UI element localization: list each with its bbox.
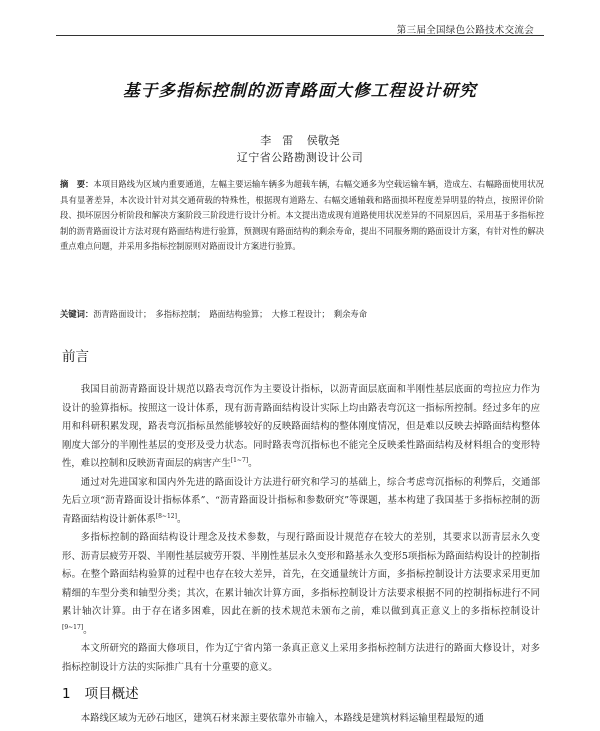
paragraph-tail: 。 [83,624,93,636]
abstract-text: 本项目路线为区域内重要通道，左幅主要运输车辆多为超载车辆，右幅交通多为空载运输车辆，造成左、右幅路面使用状况具有显著差异，本次设计针对其交通荷载的特殊性，根据现有道路左、右幅交通轴载和路面损坏程度差异明显的特点，按照评价阶段、损坏原因分析阶段和解决方案阶段三阶段进行设计分析。本文提出造成现有道路使用状况差异的不同原因后，采用基于多指标控制的沥青路面设计方法对现有路面结构进行验算，预测现有路面结构的剩余寿命，提出不同服务期的路面设计方案，有针对性的解决重点难点问题，并采用多指标控制原则对路面设计方案进行验算。 [60,179,544,251]
citation: [1~7] [230,456,249,464]
author-list [0,132,600,148]
paper-title: 基于多指标控制的沥青路面大修工程设计研究 [123,81,477,100]
section-heading-preface: 前言 [62,349,89,365]
author-name: 侯敬尧 [306,134,340,147]
section-body-project-overview [62,710,540,729]
paragraph-text: 多指标控制的路面结构设计理念及技术参数，与现行路面设计规范存在较大的差别，其要求以沥青层永久变形、沥青层疲劳开裂、半刚性基层疲劳开裂、半刚性基层永久变形和路基永久变形5项指标为路面结构设计的控制指标。在整个路面结构验算的过程中也存在较大差异，首先，在交通量统计方面，多指标控制设计方法要求采用更加精细的车型分类和轴型分类；其次，在累计轴次计算方面，多指标控制设计方法要求根据不同的控制指标进行不同累计轴次计算。由于存在诸多困难，因此在新的技术规范未颁布之前，难以做到真正意义上的多指标控制设计 [62,532,540,617]
paragraph [62,381,540,474]
paragraph-text: 本路线区域为无砂石地区，建筑石材来源主要依靠外市输入，本路线是建筑材料运输里程最短的通 [80,713,484,724]
paragraph-tail: 。 [248,458,258,469]
abstract-label: 摘 要： [60,179,94,189]
header-rule [56,35,544,36]
author-name: 李 雷 [260,134,294,147]
citation: [8~12] [155,512,177,520]
section-body-preface [62,381,540,677]
keywords-text: 沥青路面设计； 多指标控制； 路面结构验算； 大修工程设计； 剩余寿命 [93,309,367,319]
paragraph-text: 本文所研究的路面大修项目，作为辽宁省内第一条真正意义上采用多指标控制方法进行的路面大修设计，对多指标控制设计方法的实际推广具有十分重要的意义。 [62,643,540,673]
citation: [9~17] [62,623,84,631]
paragraph [62,710,540,729]
paragraph [62,529,540,640]
running-head: 第三届全国绿色公路技术交流会 [396,25,534,36]
paragraph-tail: 。 [176,513,187,525]
paragraph-text: 我国目前沥青路面设计规范以路表弯沉作为主要设计指标，以沥青面层底面和半刚性基层底面的弯拉应力作为设计的验算指标。按照这一设计体系，现有沥青路面结构设计实际上均由路表弯沉这一指标所控制。经过多年的应用和科研积累发现，路表弯沉指标虽然能够较好的反映路面结构的整体刚度情况，但是难以反映去掉路面结构整体刚度大部分的半刚性基层的变形及受力状态。同时路表弯沉指标也不能完全反映柔性路面结构及材料组合的变形特性，难以控制和反映沥青面层的病害产生 [62,384,540,469]
section-heading-project-overview [62,682,139,702]
abstract [60,177,544,255]
section-number: 1 [62,686,71,702]
paragraph [62,474,540,530]
keywords [60,307,544,322]
paragraph [62,640,540,677]
keywords-label: 关键词： [60,309,94,319]
section-title: 项目概述 [84,686,139,702]
author-affiliation: 辽宁省公路勘测设计公司 [236,151,364,164]
paragraph-text: 通过对先进国家和国内外先进的路面设计方法进行研究和学习的基础上，综合考虑弯沉指标的利弊后，交通部先后立项“沥青路面设计指标体系”、“沥青路面设计指标和参数研究”等课题，基本构建了我国基于多指标控制的沥青路面结构设计新体系 [62,476,540,525]
